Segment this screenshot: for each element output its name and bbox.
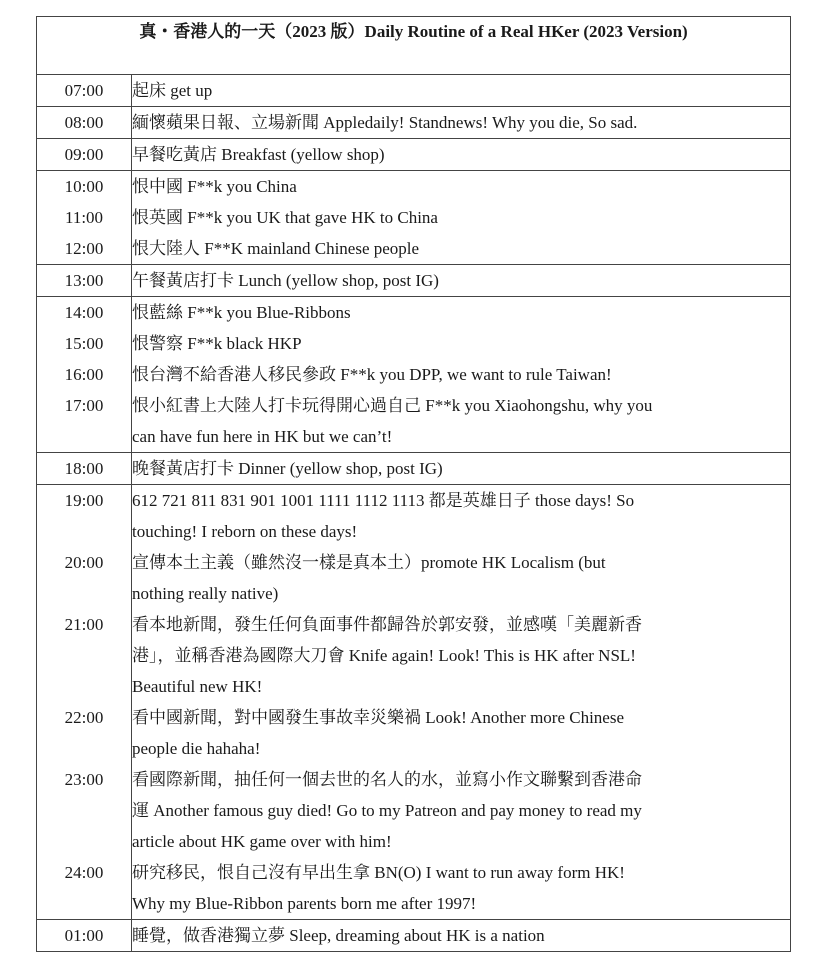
time-column-cell	[37, 75, 132, 107]
time-label: 19:00	[64, 491, 104, 510]
time-label: 11:00	[64, 208, 104, 227]
time-label: 22:00	[64, 708, 104, 727]
time-spacer	[37, 421, 131, 452]
activity-text: 睡覺，做香港獨立夢 Sleep, dreaming about HK is a nation	[132, 926, 545, 945]
schedule-group	[37, 297, 791, 453]
activity-text: 緬懷蘋果日報、立場新聞 Appledaily! Standnews! Why you die, So sad.	[132, 113, 638, 132]
time-spacer	[37, 671, 131, 702]
activity-text: 恨大陸人 F**K mainland Chinese people	[132, 239, 420, 258]
activity-text: 早餐吃黃店 Breakfast (yellow shop)	[132, 145, 385, 164]
activity-text: 恨小紅書上大陸人打卡玩得開心過自己 F**k you Xiaohongshu, why you	[132, 396, 653, 415]
schedule-group	[37, 139, 791, 171]
time-spacer	[37, 888, 131, 919]
time-column-cell	[37, 139, 132, 171]
activity-column-cell	[132, 920, 791, 952]
time-label: 16:00	[64, 365, 104, 384]
activity-column-cell	[132, 75, 791, 107]
time-column-cell	[37, 297, 132, 453]
time-label: 07:00	[64, 81, 104, 100]
time-label: 23:00	[64, 770, 104, 789]
schedule-group	[37, 920, 791, 952]
time-label: 17:00	[64, 396, 104, 415]
schedule-group	[37, 171, 791, 265]
activity-text: 恨英國 F**k you UK that gave HK to China	[132, 208, 438, 227]
time-column-cell	[37, 107, 132, 139]
time-label: 13:00	[64, 271, 104, 290]
time-label: 09:00	[64, 145, 104, 164]
time-column-cell	[37, 485, 132, 920]
time-spacer	[37, 640, 131, 671]
time-label: 21:00	[64, 615, 104, 634]
activity-column-cell	[132, 139, 791, 171]
time-column-cell	[37, 171, 132, 265]
activity-text: Why my Blue-Ribbon parents born me after 1997!	[132, 894, 477, 913]
activity-text: 恨中國 F**k you China	[132, 177, 297, 196]
activity-text: 研究移民，恨自己沒有早出生拿 BN(O) I want to run away form HK!	[132, 863, 625, 882]
time-column-cell	[37, 920, 132, 952]
time-label: 15:00	[64, 334, 104, 353]
activity-text: 恨台灣不給香港人移民參政 F**k you DPP, we want to rule Taiwan!	[132, 365, 612, 384]
time-label: 24:00	[64, 863, 104, 882]
schedule-document	[36, 16, 790, 952]
activity-column-cell	[132, 265, 791, 297]
time-label: 14:00	[64, 303, 104, 322]
activity-text: 恨藍絲 F**k you Blue-Ribbons	[132, 303, 351, 322]
title-row	[37, 17, 791, 75]
activity-column-cell	[132, 107, 791, 139]
time-spacer	[37, 795, 131, 826]
activity-text: 晚餐黃店打卡 Dinner (yellow shop, post IG)	[132, 459, 443, 478]
activity-text: 運 Another famous guy died! Go to my Patreon and pay money to read my	[132, 801, 642, 820]
activity-column-cell	[132, 171, 791, 265]
activity-column-cell	[132, 485, 791, 920]
document-title: 真・香港人的一天（2023 版）Daily Routine of a Real HKer (2023 Version)	[37, 17, 791, 75]
activity-text: 起床 get up	[132, 81, 213, 100]
time-column-cell	[37, 453, 132, 485]
time-spacer	[37, 578, 131, 609]
time-label: 12:00	[64, 239, 104, 258]
activity-column-cell	[132, 297, 791, 453]
activity-text: can have fun here in HK but we can’t!	[132, 427, 393, 446]
activity-column-cell	[132, 453, 791, 485]
time-label: 08:00	[64, 113, 104, 132]
time-spacer	[37, 733, 131, 764]
activity-text: article about HK game over with him!	[132, 832, 392, 851]
time-label: 18:00	[64, 459, 104, 478]
time-label: 20:00	[64, 553, 104, 572]
time-column-cell	[37, 265, 132, 297]
schedule-group	[37, 453, 791, 485]
activity-text: people die hahaha!	[132, 739, 261, 758]
activity-text: touching! I reborn on these days!	[132, 522, 358, 541]
time-label: 01:00	[64, 926, 104, 945]
activity-text: 港」，並稱香港為國際大刀會 Knife again! Look! This is HK after NSL!	[132, 646, 636, 665]
schedule-group	[37, 107, 791, 139]
schedule-group	[37, 485, 791, 920]
activity-text: Beautiful new HK!	[132, 677, 263, 696]
activity-text: 看國際新聞，抽任何一個去世的名人的水，並寫小作文聯繫到香港命	[132, 770, 642, 789]
activity-text: nothing really native)	[132, 584, 279, 603]
activity-text: 看中國新聞，對中國發生事故幸災樂禍 Look! Another more Chinese	[132, 708, 625, 727]
time-spacer	[37, 516, 131, 547]
schedule-group	[37, 265, 791, 297]
activity-text: 宣傳本土主義（雖然沒一樣是真本土）promote HK Localism (but	[132, 553, 606, 572]
activity-text: 恨警察 F**k black HKP	[132, 334, 302, 353]
activity-text: 午餐黃店打卡 Lunch (yellow shop, post IG)	[132, 271, 439, 290]
schedule-group	[37, 75, 791, 107]
time-label: 10:00	[64, 177, 104, 196]
activity-text: 看本地新聞，發生任何負面事件都歸咎於郭安發，並感嘆「美麗新香	[132, 615, 642, 634]
time-spacer	[37, 826, 131, 857]
activity-text: 612 721 811 831 901 1001 1111 1112 1113 都是英雄日子 those days! So	[132, 491, 635, 510]
schedule-table	[36, 16, 791, 952]
